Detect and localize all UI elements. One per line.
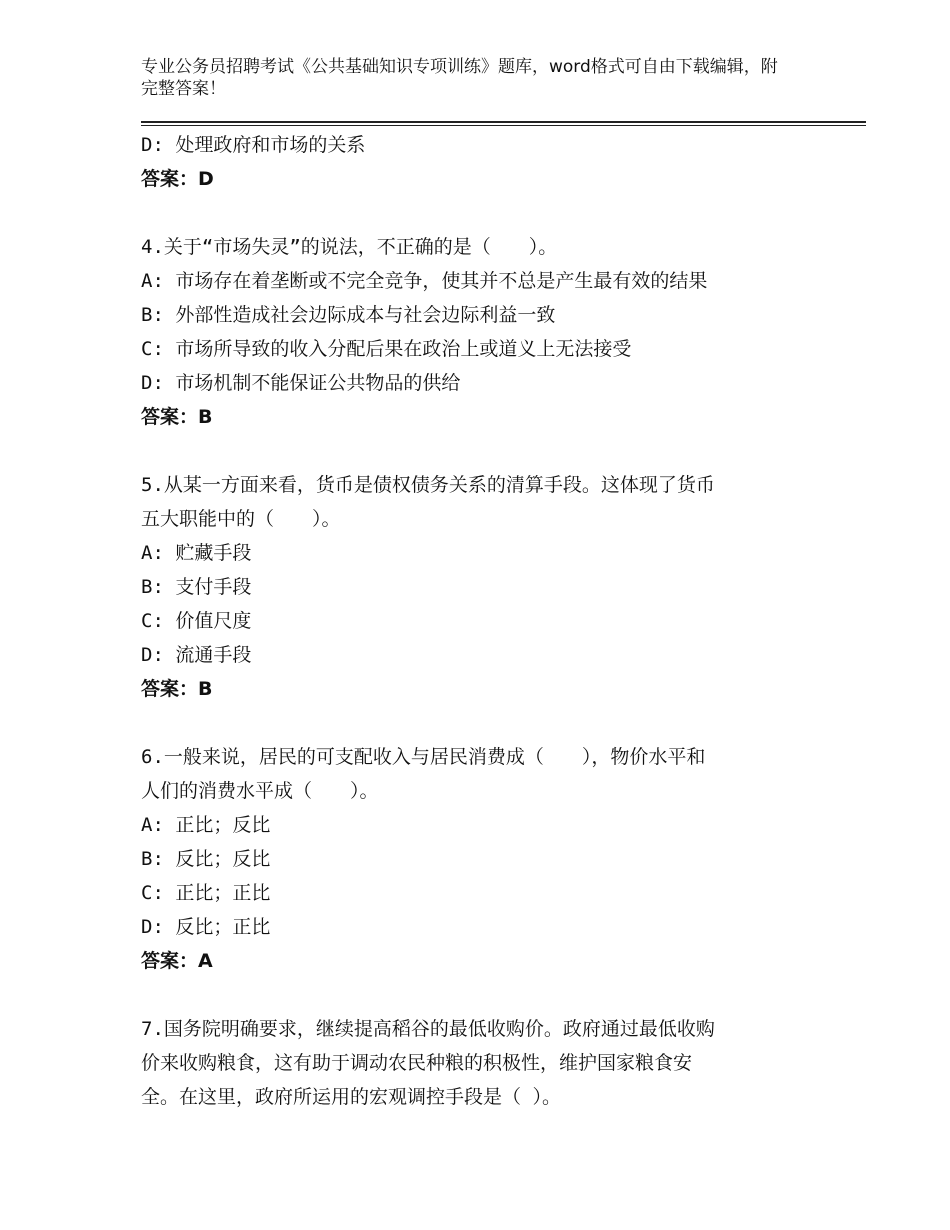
question-stem-line-1: 5.从某一方面来看，货币是债权债务关系的清算手段。这体现了货币 <box>141 474 715 496</box>
question-stem: 4.关于“市场失灵”的说法，不正确的是（ ）。 <box>141 236 558 258</box>
question-6 <box>141 740 801 978</box>
question-7 <box>141 1012 801 1114</box>
answer: 答案：B <box>141 406 213 428</box>
question-list <box>141 128 801 1114</box>
question-stem-line-2: 价来收购粮食，这有助于调动农民种粮的积极性，维护国家粮食安 <box>141 1052 693 1074</box>
option-b: B: 外部性造成社会边际成本与社会边际利益一致 <box>141 304 556 326</box>
option-a: A: 正比；反比 <box>141 814 271 836</box>
option-c: C: 市场所导致的收入分配后果在政治上或道义上无法接受 <box>141 338 632 360</box>
option-c: C: 价值尺度 <box>141 610 252 632</box>
option-d: D: 反比；正比 <box>141 916 271 938</box>
question-3-tail <box>141 128 801 196</box>
answer: 答案：B <box>141 678 213 700</box>
option-b: B: 支付手段 <box>141 576 252 598</box>
option-d: D: 处理政府和市场的关系 <box>141 134 366 156</box>
question-stem-line-1: 6.一般来说，居民的可支配收入与居民消费成（ ），物价水平和 <box>141 746 706 768</box>
answer: 答案：D <box>141 168 214 190</box>
question-stem-line-3: 全。在这里，政府所运用的宏观调控手段是（ ）。 <box>141 1086 561 1108</box>
option-d: D: 市场机制不能保证公共物品的供给 <box>141 372 461 394</box>
option-a: A: 市场存在着垄断或不完全竞争，使其并不总是产生最有效的结果 <box>141 270 708 292</box>
header-divider-thick <box>141 121 866 123</box>
question-4 <box>141 230 801 434</box>
option-c: C: 正比；正比 <box>141 882 271 904</box>
option-b: B: 反比；反比 <box>141 848 271 870</box>
question-stem-line-1: 7.国务院明确要求，继续提高稻谷的最低收购价。政府通过最低收购 <box>141 1018 715 1040</box>
answer: 答案：A <box>141 950 213 972</box>
option-a: A: 贮藏手段 <box>141 542 252 564</box>
document-header: 专业公务员招聘考试《公共基础知识专项训练》题库，word格式可自由下载编辑，附完整答案！ <box>141 57 778 99</box>
header-divider-thin <box>141 125 866 126</box>
question-stem-line-2: 五大职能中的（ ）。 <box>141 508 341 530</box>
question-stem-line-2: 人们的消费水平成（ ）。 <box>141 780 379 802</box>
option-d: D: 流通手段 <box>141 644 252 666</box>
question-5 <box>141 468 801 706</box>
